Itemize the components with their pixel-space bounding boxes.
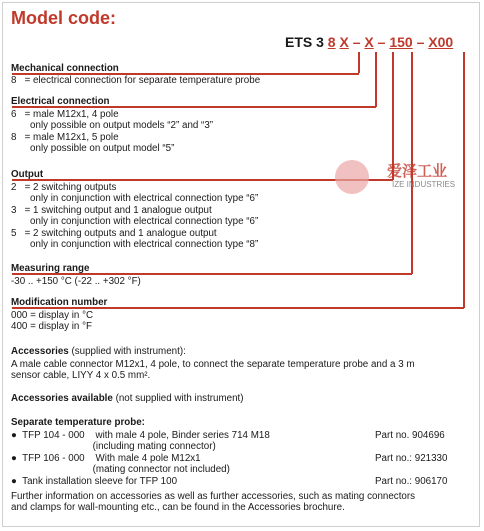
output-option-note: only in conjunction with electrical connection type “8” xyxy=(11,239,259,250)
output-option: 2 = 2 switching outputs xyxy=(11,182,117,193)
code-prefix: ETS 3 xyxy=(285,34,328,50)
probe-part-no: Part no.: 921330 xyxy=(375,453,448,464)
probe-item-note: (mating connector not included) xyxy=(11,464,230,475)
connector-line xyxy=(375,52,377,107)
electrical-option: 6 = male M12x1, 4 pole xyxy=(11,109,119,120)
code-field-electrical: X xyxy=(339,34,349,50)
probe-heading: Separate temperature probe: xyxy=(11,417,145,428)
modification-option: 400 = display in °F xyxy=(11,321,92,332)
watermark-logo-icon xyxy=(335,160,369,194)
accessories-available-bold: Accessories available xyxy=(11,393,113,404)
probe-item-note: (including mating connector) xyxy=(11,441,216,452)
mechanical-option: 8 = electrical connection for separate temperature probe xyxy=(11,75,261,86)
probe-item: ● Tank installation sleeve for TFP 100 xyxy=(11,476,178,487)
output-option: 3 = 1 switching output and 1 analogue output xyxy=(11,205,212,216)
code-field-mechanical: 8 xyxy=(327,34,336,50)
electrical-option-note: only possible on output model “5” xyxy=(11,143,175,154)
accessories-heading-rest: (supplied with instrument): xyxy=(68,346,186,357)
accessories-heading-bold: Accessories xyxy=(11,346,69,357)
accessories-available-heading xyxy=(11,393,244,404)
page-title: Model code: xyxy=(11,8,117,28)
model-code xyxy=(285,34,453,50)
code-sep: – xyxy=(373,34,390,50)
accessories-text: sensor cable, LIYY 4 x 0.5 mm². xyxy=(11,370,151,381)
section-mechanical-heading: Mechanical connection xyxy=(11,63,119,74)
output-option-note: only in conjunction with electrical connection type “6” xyxy=(11,193,259,204)
code-sep: – xyxy=(348,34,365,50)
section-output-heading: Output xyxy=(11,169,44,180)
code-field-output: X xyxy=(364,34,374,50)
further-info: and clamps for wall-mounting etc., can be found in the Accessories brochure. xyxy=(11,502,345,513)
probe-part-no: Part no.: 906170 xyxy=(375,476,448,487)
section-range-heading: Measuring range xyxy=(11,263,90,274)
probe-part-no: Part no. 904696 xyxy=(375,430,445,441)
probe-item: ● TFP 104 - 000 with male 4 pole, Binder series 714 M18 xyxy=(11,430,270,441)
connector-line xyxy=(358,52,360,73)
watermark-en: IZE INDUSTRIES xyxy=(392,180,456,189)
watermark-cn: 爱泽工业 xyxy=(387,163,448,180)
section-electrical-heading: Electrical connection xyxy=(11,96,110,107)
output-option-note: only in conjunction with electrical connection type “6” xyxy=(11,216,259,227)
probe-item: ● TFP 106 - 000 With male 4 pole M12x1 xyxy=(11,453,201,464)
electrical-option: 8 = male M12x1, 5 pole xyxy=(11,132,119,143)
output-option: 5 = 2 switching outputs and 1 analogue output xyxy=(11,228,217,239)
further-info: Further information on accessories as well as further accessories, such as mating connectors xyxy=(11,491,416,502)
connector-line xyxy=(463,52,465,308)
electrical-option-note: only possible on output models “2” and “3” xyxy=(11,120,214,131)
modification-option: 000 = display in °C xyxy=(11,310,94,321)
code-sep: – xyxy=(412,34,429,50)
accessories-heading xyxy=(11,346,186,357)
accessories-available-rest: (not supplied with instrument) xyxy=(112,393,244,404)
section-modification-heading: Modification number xyxy=(11,297,108,308)
code-field-modification: X00 xyxy=(428,34,454,50)
code-field-range: 150 xyxy=(389,34,413,50)
accessories-text: A male cable connector M12x1, 4 pole, to connect the separate temperature probe and a 3 m xyxy=(11,359,415,370)
range-value: -30 .. +150 °C (-22 .. +302 °F) xyxy=(11,276,141,287)
